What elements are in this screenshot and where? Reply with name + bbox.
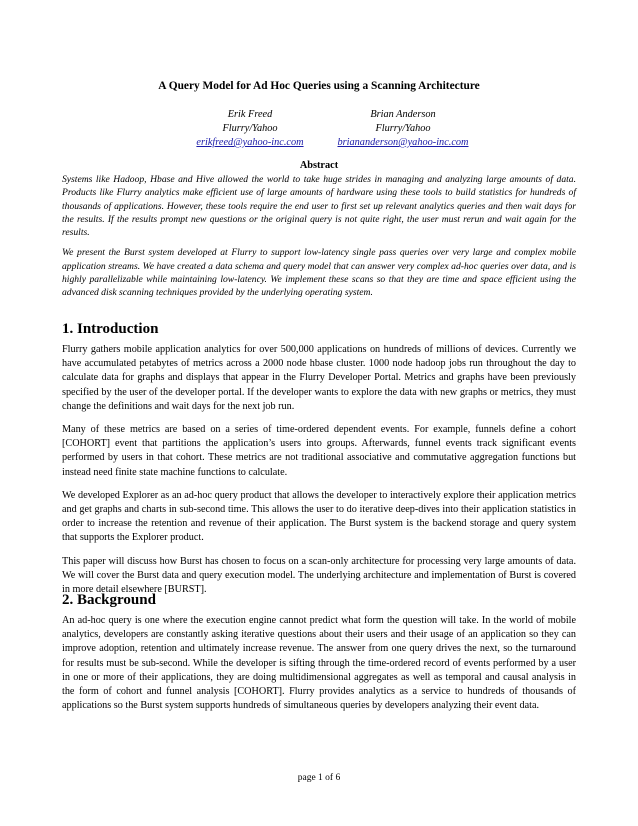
section-heading-introduction: 1. Introduction [62, 321, 159, 337]
section-body-background [62, 614, 576, 722]
body-paragraph: Flurry gathers mobile application analytics for over 500,000 applications on hundreds of millions of devices. Currently we have accumulated petabytes of metrics across a 2000 node hbase cluster. 1000 node hadoop jobs run throughout the day to calculate data for graphs and displays that appear in the Flurry Developer Portal. Metrics and graphs have been previously specified by the user of the developer portal. If the developer wants to explore the data with new graphs or metrics, they must change the definitions and wait days for the next job run. [62, 344, 576, 412]
section-body-introduction [62, 343, 576, 606]
abstract-paragraph: Systems like Hadoop, Hbase and Hive allowed the world to take huge strides in managing and analyzing large amounts of data. Products like Flurry analytics make efficient use of large amounts of hardware using these tools to build statistics for hundreds of thousands of applications. However, these tools require the end user to first set up relevant analytics queries and then wait days for the results. If the results prompt new questions or the original query is not quite right, the user must rerun and wait again for the results. [62, 174, 576, 239]
author-affiliation: Flurry/Yahoo [222, 123, 278, 134]
author-name: Brian Anderson [370, 109, 436, 120]
paper-title: A Query Model for Ad Hoc Queries using a Scanning Architecture [158, 80, 480, 92]
author-email-link[interactable]: briananderson@yahoo-inc.com [337, 137, 469, 148]
body-paragraph: We developed Explorer as an ad-hoc query product that allows the developer to interactively explore their application metrics and get graphs and charts in sub-second time. This allows the user to do iterative deep-dives into their application statistics in order to increase the retention and revenue of their application. The Burst system is the backend storage and query system that supports the Explorer product. [62, 489, 576, 544]
abstract-heading: Abstract [299, 160, 339, 171]
author-name: Erik Freed [227, 109, 273, 120]
section-heading-background: 2. Background [62, 592, 156, 608]
body-paragraph: Many of these metrics are based on a series of time-ordered dependent events. For example, funnels define a cohort [COHORT] event that partitions the application’s users into groups. Afterwards, funnel events track significant events performed by users in that cohort. These metrics are not traditional associative and commutative aggregation functions but instead need finite state machine functions to calculate. [62, 424, 576, 478]
author-2 [318, 108, 488, 150]
author-affiliation: Flurry/Yahoo [375, 123, 431, 134]
author-1 [170, 108, 330, 150]
body-paragraph: An ad-hoc query is one where the execution engine cannot predict what form the question will take. In the world of mobile analytics, developers are constantly asking iterative questions about their users and their usage of an application so they can improve adoption, retention and ultimately increase revenue. The answer from one query drives the next, so the turnaround for results must be sub-second. While the developer is sifting through the time-ordered record of events performed by a user in one or more of their applications, they are doing multidimensional aggregates as well as temporal and causal analysis in the form of cohort and funnel analysis [COHORT]. Flurry provides analytics as a service to hundreds of thousands of applications so the Burst system supports hundreds of simultaneous queries by developers analyzing their event data. [62, 615, 576, 712]
page-number: page 1 of 6 [297, 773, 341, 783]
author-email-link[interactable]: erikfreed@yahoo-inc.com [196, 137, 304, 148]
abstract-paragraph: We present the Burst system developed at Flurry to support low-latency single pass queries over very large and complex mobile application streams. We have created a data schema and query model that can answer very complex ad-hoc queries over data, and is highly parallelizable while maintaining low-latency. We implement these scans so that they are time and space efficient using the advanced disk scanning techniques provided by the underlying operating system. [62, 247, 576, 299]
body-paragraph: This paper will discuss how Burst has chosen to focus on a scan-only architecture for processing very large amounts of data. We will cover the Burst data and query execution model. The underlying architecture and implementation of Burst is covered in more detail elsewhere [BURST]. [62, 555, 576, 596]
abstract [62, 173, 576, 307]
